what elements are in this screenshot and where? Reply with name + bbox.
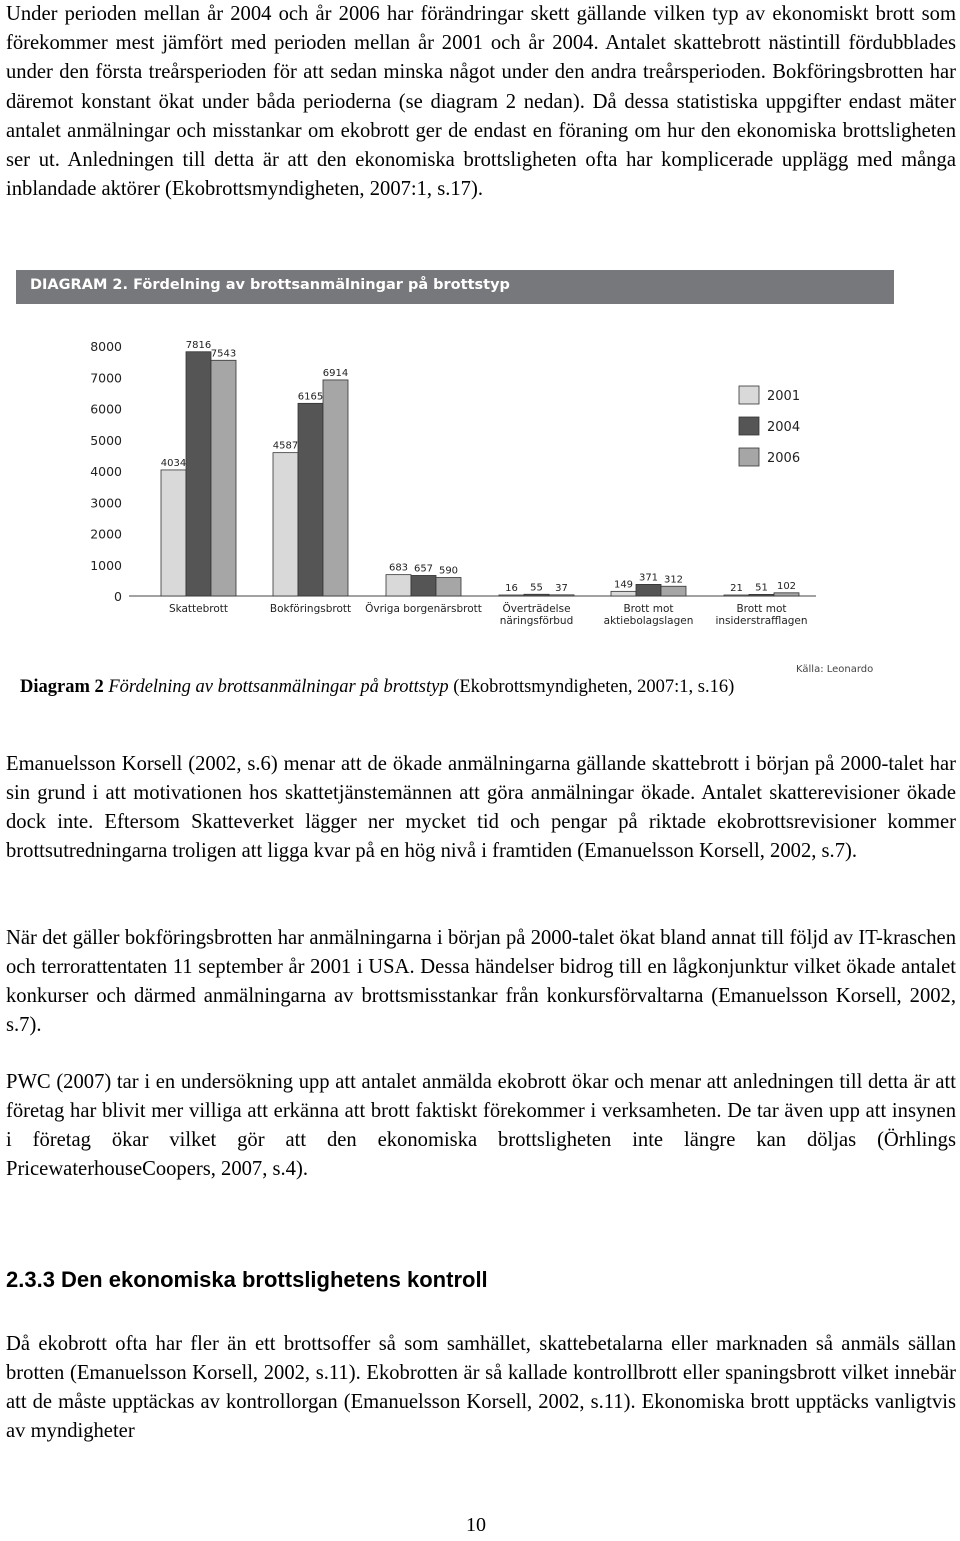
bar-value-label: 51 bbox=[755, 582, 768, 594]
diagram-figure bbox=[16, 270, 894, 675]
page-number: 10 bbox=[466, 1514, 486, 1536]
paragraph-bokforingsbrott: När det gäller bokföringsbrotten har anmälningarna i början på 2000-talet ökat bland annat till följd av IT-kraschen och terrorattentaten 11 september år 2001 i USA. Dessa händelser bidrog till en lågkonjunktur vilket ökade antalet konkurser och därmed anmälningarna av brottsmisstankar från konkursförvaltarna (Emanuelsson Korsell, 2002, s.7). bbox=[6, 927, 956, 1036]
bar-value-label: 6165 bbox=[297, 391, 324, 403]
bar-value-label: 4034 bbox=[160, 457, 187, 469]
paragraph-intro: Under perioden mellan år 2004 och år 2006 har förändringar skett gällande vilken typ av ekonomiskt brott som förekommer mest jämfört med perioden mellan år 2001 och år 2004. Antalet skattebrott nästintill fördubblades under den första treårsperioden för att sedan minska något under den andra treårsperioden. Bokföringsbrotten har däremot konstant ökat under båda perioderna (se diagram 2 nedan). Då dessa statistiska uppgifter endast mäter antalet anmälningar och misstankar om ekobrott ger de endast en föraning om hur den ekonomiska brottsligheten ser ut. Anledningen till detta är att den ekonomiska brottsligheten ofta har komplicerade upplägg med många inblandade aktörer (Ekobrottsmyndigheten, 2007:1, s.17). bbox=[6, 3, 956, 201]
x-tick-label: Bokföringsbrott bbox=[269, 603, 352, 615]
diagram-title: DIAGRAM 2. Fördelning av brottsanmälningar på brottstyp bbox=[30, 277, 510, 293]
x-tick-label: Överträdelse bbox=[502, 603, 571, 615]
legend-swatch-2006 bbox=[739, 448, 759, 466]
bar-2001 bbox=[386, 575, 411, 596]
bar-chart bbox=[16, 304, 894, 675]
bar-value-label: 590 bbox=[438, 565, 459, 577]
bar-value-label: 371 bbox=[638, 572, 659, 584]
bar-2001 bbox=[611, 591, 636, 596]
legend-swatch-2001 bbox=[739, 386, 759, 404]
x-tick-label: insiderstrafflagen bbox=[715, 615, 808, 627]
y-tick-label: 0 bbox=[114, 589, 122, 604]
paragraph-pwc: PWC (2007) tar i en undersökning upp att antalet anmälda ekobrott ökar och menar att anledningen till detta är att företag har blivit mer villiga att erkänna att brott faktiskt förekommer i verksamheten. De tar även upp att insynen i företag ökar vilket gör att den ekonomiska brottsligheten inte längre kan döljas (Örhlings PricewaterhouseCoopers, 2007, s.4). bbox=[6, 1071, 956, 1180]
bar-2004 bbox=[524, 594, 549, 596]
bar-2006 bbox=[436, 578, 461, 596]
bar-value-label: 102 bbox=[776, 580, 797, 592]
y-tick-label: 7000 bbox=[90, 370, 122, 386]
legend-label-2001: 2001 bbox=[767, 389, 801, 404]
bar-2001 bbox=[161, 470, 186, 596]
bar-value-label: 6914 bbox=[322, 367, 349, 379]
bar-2001 bbox=[273, 453, 298, 596]
y-tick-label: 5000 bbox=[90, 432, 122, 448]
bar-value-label: 683 bbox=[388, 562, 409, 574]
bar-2006 bbox=[661, 586, 686, 596]
caption-title: Fördelning av brottsanmälningar på brottstyp bbox=[108, 677, 449, 697]
paragraph-skattebrott: Emanuelsson Korsell (2002, s.6) menar att de ökade anmälningarna gällande skattebrott i början på 2000-talet har sin grund i att motivationen hos skattetjänstemännen att göra anmälningar ökade. Antalet skatterevisioner ökade dock inte. Eftersom Skatteverket lägger ner mycket tid och pengar på riktade ekobrottsrevisioner kommer brottsutredningarna troligen att ligga kvar på en hög nivå i framtiden (Emanuelsson Korsell, 2002, s.7). bbox=[6, 753, 956, 862]
bar-2006 bbox=[211, 360, 236, 596]
bar-2004 bbox=[186, 352, 211, 596]
legend-label-2006: 2006 bbox=[767, 451, 801, 466]
bar-value-label: 21 bbox=[730, 583, 743, 594]
bar-2004 bbox=[411, 575, 436, 596]
bar-value-label: 7816 bbox=[185, 339, 212, 351]
bar-value-label: 4587 bbox=[272, 440, 299, 452]
y-tick-label: 4000 bbox=[90, 464, 122, 479]
bar-2004 bbox=[636, 584, 661, 596]
diagram-caption bbox=[20, 677, 734, 698]
bar-value-label: 149 bbox=[613, 579, 634, 591]
paragraph-kontroll: Då ekobrott ofta har fler än ett brottsoffer så som samhället, skattebetalarna eller marknaden så anmäls sällan brotten (Emanuelsson Korsell, 2002, s.11). Ekobrotten är så kallade kontrollbrott eller spaningsbrott vilket innebär att de måste upptäckas av kontrollorgan (Emanuelsson Korsell, 2002, s.11). Ekonomiska brott upptäcks vanligtvis av myndigheter bbox=[6, 1333, 956, 1442]
y-tick-label: 1000 bbox=[90, 557, 122, 573]
bar-value-label: 16 bbox=[505, 583, 518, 594]
bar-value-label: 312 bbox=[663, 574, 684, 586]
bar-2006 bbox=[323, 380, 348, 596]
y-tick-label: 8000 bbox=[90, 339, 122, 354]
x-tick-label: Brott mot bbox=[623, 603, 674, 615]
bar-value-label: 55 bbox=[530, 582, 543, 594]
y-tick-label: 6000 bbox=[90, 401, 122, 417]
bar-2006 bbox=[549, 595, 574, 596]
y-tick-label: 2000 bbox=[90, 526, 122, 542]
diagram-banner bbox=[16, 270, 894, 304]
caption-label: Diagram 2 bbox=[20, 677, 104, 697]
bar-value-label: 7543 bbox=[210, 348, 237, 360]
bar-2001 bbox=[499, 595, 524, 596]
x-tick-label: Övriga borgenärsbrott bbox=[365, 603, 482, 615]
x-tick-label: Brott mot bbox=[736, 603, 787, 615]
legend-swatch-2004 bbox=[739, 417, 759, 435]
legend-label-2004: 2004 bbox=[767, 420, 801, 435]
source-note: Källa: Leonardo bbox=[796, 664, 874, 675]
x-tick-label: Skattebrott bbox=[168, 603, 229, 615]
bar-2004 bbox=[298, 403, 323, 596]
bar-value-label: 37 bbox=[555, 582, 568, 594]
x-tick-label: näringsförbud bbox=[499, 615, 574, 627]
bar-2004 bbox=[749, 594, 774, 596]
bar-value-label: 657 bbox=[413, 563, 434, 575]
section-heading: 2.3.3 Den ekonomiska brottslighetens kontroll bbox=[6, 1267, 488, 1292]
y-tick-label: 3000 bbox=[90, 495, 122, 511]
bar-2001 bbox=[724, 595, 749, 596]
caption-source: (Ekobrottsmyndigheten, 2007:1, s.16) bbox=[453, 677, 735, 697]
x-tick-label: aktiebolagslagen bbox=[603, 615, 694, 627]
bar-2006 bbox=[774, 593, 799, 596]
